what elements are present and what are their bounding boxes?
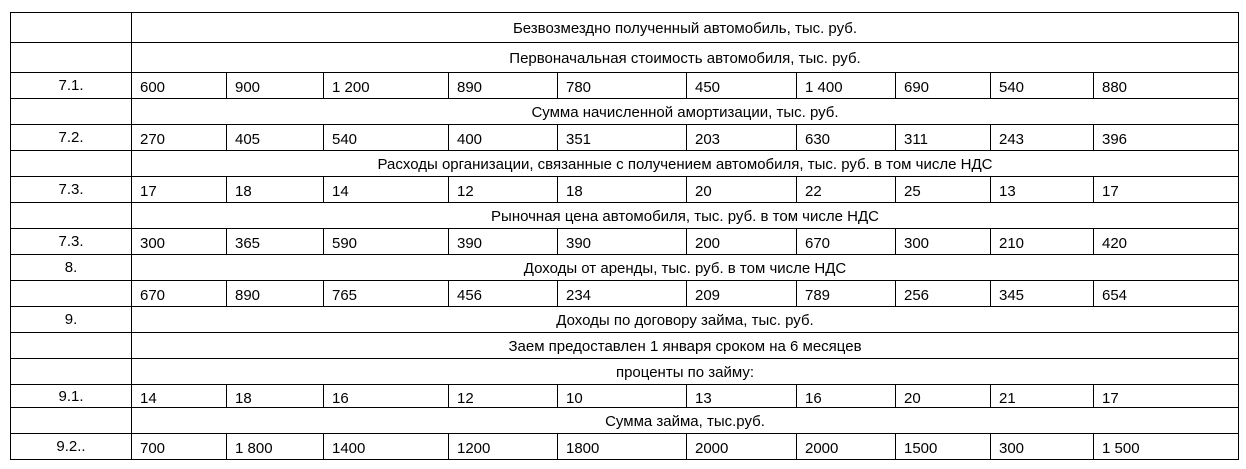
row-number: 7.3. bbox=[11, 229, 132, 254]
table-row bbox=[11, 333, 1239, 359]
row-number-cell bbox=[11, 359, 132, 384]
row-number: 9.1. bbox=[11, 385, 132, 407]
row-number: 7.2. bbox=[11, 125, 132, 150]
value-cell: 390 bbox=[558, 229, 687, 254]
table-row bbox=[11, 229, 1239, 255]
table-row bbox=[11, 177, 1239, 203]
value-cell: 17 bbox=[1094, 385, 1239, 407]
value-cell: 17 bbox=[1094, 177, 1239, 202]
value-cell: 17 bbox=[132, 177, 227, 202]
section-caption: Первоначальная стоимость автомобиля, тыс. руб. bbox=[132, 43, 1239, 72]
value-cell: 1500 bbox=[896, 434, 991, 459]
value-cell: 351 bbox=[558, 125, 687, 150]
row-number-cell bbox=[11, 281, 132, 306]
value-cell: 18 bbox=[227, 385, 324, 407]
section-caption: Сумма займа, тыс.руб. bbox=[132, 408, 1239, 433]
loan-note: Заем предоставлен 1 января сроком на 6 месяцев bbox=[132, 333, 1239, 358]
value-cell: 396 bbox=[1094, 125, 1239, 150]
value-cell: 390 bbox=[449, 229, 558, 254]
value-cell: 890 bbox=[449, 73, 558, 98]
table-row bbox=[11, 151, 1239, 177]
value-cell: 2000 bbox=[797, 434, 896, 459]
row-number: 9.2.. bbox=[11, 434, 132, 459]
row-number-cell bbox=[11, 99, 132, 124]
row-number: 9. bbox=[11, 307, 132, 332]
value-cell: 780 bbox=[558, 73, 687, 98]
value-cell: 300 bbox=[991, 434, 1094, 459]
table-row bbox=[11, 307, 1239, 333]
table-row bbox=[11, 385, 1239, 408]
value-cell: 234 bbox=[558, 281, 687, 306]
value-cell: 789 bbox=[797, 281, 896, 306]
section-caption: Расходы организации, связанные с получением автомобиля, тыс. руб. в том числе НДС bbox=[132, 151, 1239, 176]
value-cell: 270 bbox=[132, 125, 227, 150]
value-cell: 12 bbox=[449, 385, 558, 407]
value-cell: 2000 bbox=[687, 434, 797, 459]
value-cell: 700 bbox=[132, 434, 227, 459]
table-row bbox=[11, 203, 1239, 229]
row-number: 7.3. bbox=[11, 177, 132, 202]
value-cell: 20 bbox=[687, 177, 797, 202]
value-cell: 690 bbox=[896, 73, 991, 98]
value-cell: 400 bbox=[449, 125, 558, 150]
value-cell: 1 400 bbox=[797, 73, 896, 98]
value-cell: 890 bbox=[227, 281, 324, 306]
row-number-cell bbox=[11, 408, 132, 433]
value-cell: 420 bbox=[1094, 229, 1239, 254]
table-row bbox=[11, 359, 1239, 385]
data-table bbox=[10, 12, 1239, 460]
section-caption: проценты по займу: bbox=[132, 359, 1239, 384]
value-cell: 1 200 bbox=[324, 73, 449, 98]
value-cell: 10 bbox=[558, 385, 687, 407]
value-cell: 22 bbox=[797, 177, 896, 202]
value-cell: 590 bbox=[324, 229, 449, 254]
value-cell: 654 bbox=[1094, 281, 1239, 306]
table-row bbox=[11, 13, 1239, 43]
value-cell: 200 bbox=[687, 229, 797, 254]
row-number-cell bbox=[11, 333, 132, 358]
value-cell: 18 bbox=[558, 177, 687, 202]
table-row bbox=[11, 125, 1239, 151]
value-cell: 765 bbox=[324, 281, 449, 306]
value-cell: 456 bbox=[449, 281, 558, 306]
table-row bbox=[11, 99, 1239, 125]
row-number-cell bbox=[11, 151, 132, 176]
value-cell: 311 bbox=[896, 125, 991, 150]
row-number-cell bbox=[11, 43, 132, 72]
value-cell: 243 bbox=[991, 125, 1094, 150]
value-cell: 345 bbox=[991, 281, 1094, 306]
value-cell: 25 bbox=[896, 177, 991, 202]
value-cell: 20 bbox=[896, 385, 991, 407]
value-cell: 209 bbox=[687, 281, 797, 306]
value-cell: 540 bbox=[991, 73, 1094, 98]
value-cell: 14 bbox=[132, 385, 227, 407]
value-cell: 365 bbox=[227, 229, 324, 254]
value-cell: 16 bbox=[324, 385, 449, 407]
table-row bbox=[11, 255, 1239, 281]
value-cell: 880 bbox=[1094, 73, 1239, 98]
value-cell: 670 bbox=[132, 281, 227, 306]
value-cell: 1800 bbox=[558, 434, 687, 459]
value-cell: 256 bbox=[896, 281, 991, 306]
value-cell: 405 bbox=[227, 125, 324, 150]
value-cell: 300 bbox=[896, 229, 991, 254]
row-number-cell bbox=[11, 203, 132, 228]
value-cell: 12 bbox=[449, 177, 558, 202]
value-cell: 1 800 bbox=[227, 434, 324, 459]
row-number: 7.1. bbox=[11, 73, 132, 98]
section-caption: Сумма начисленной амортизации, тыс. руб. bbox=[132, 99, 1239, 124]
value-cell: 13 bbox=[687, 385, 797, 407]
table-row bbox=[11, 434, 1239, 460]
value-cell: 210 bbox=[991, 229, 1094, 254]
value-cell: 630 bbox=[797, 125, 896, 150]
value-cell: 540 bbox=[324, 125, 449, 150]
value-cell: 203 bbox=[687, 125, 797, 150]
table-row bbox=[11, 73, 1239, 99]
row-number-cell bbox=[11, 13, 132, 42]
value-cell: 1 500 bbox=[1094, 434, 1239, 459]
section-caption: Доходы по договору займа, тыс. руб. bbox=[132, 307, 1239, 332]
section-caption: Доходы от аренды, тыс. руб. в том числе НДС bbox=[132, 255, 1239, 280]
value-cell: 21 bbox=[991, 385, 1094, 407]
table-row bbox=[11, 43, 1239, 73]
value-cell: 16 bbox=[797, 385, 896, 407]
section-caption: Рыночная цена автомобиля, тыс. руб. в том числе НДС bbox=[132, 203, 1239, 228]
table-row bbox=[11, 408, 1239, 434]
table-header-title: Безвозмездно полученный автомобиль, тыс. руб. bbox=[132, 13, 1239, 42]
value-cell: 1400 bbox=[324, 434, 449, 459]
value-cell: 450 bbox=[687, 73, 797, 98]
value-cell: 900 bbox=[227, 73, 324, 98]
value-cell: 18 bbox=[227, 177, 324, 202]
value-cell: 300 bbox=[132, 229, 227, 254]
value-cell: 600 bbox=[132, 73, 227, 98]
value-cell: 1200 bbox=[449, 434, 558, 459]
value-cell: 14 bbox=[324, 177, 449, 202]
value-cell: 670 bbox=[797, 229, 896, 254]
row-number: 8. bbox=[11, 255, 132, 280]
value-cell: 13 bbox=[991, 177, 1094, 202]
table-row bbox=[11, 281, 1239, 307]
